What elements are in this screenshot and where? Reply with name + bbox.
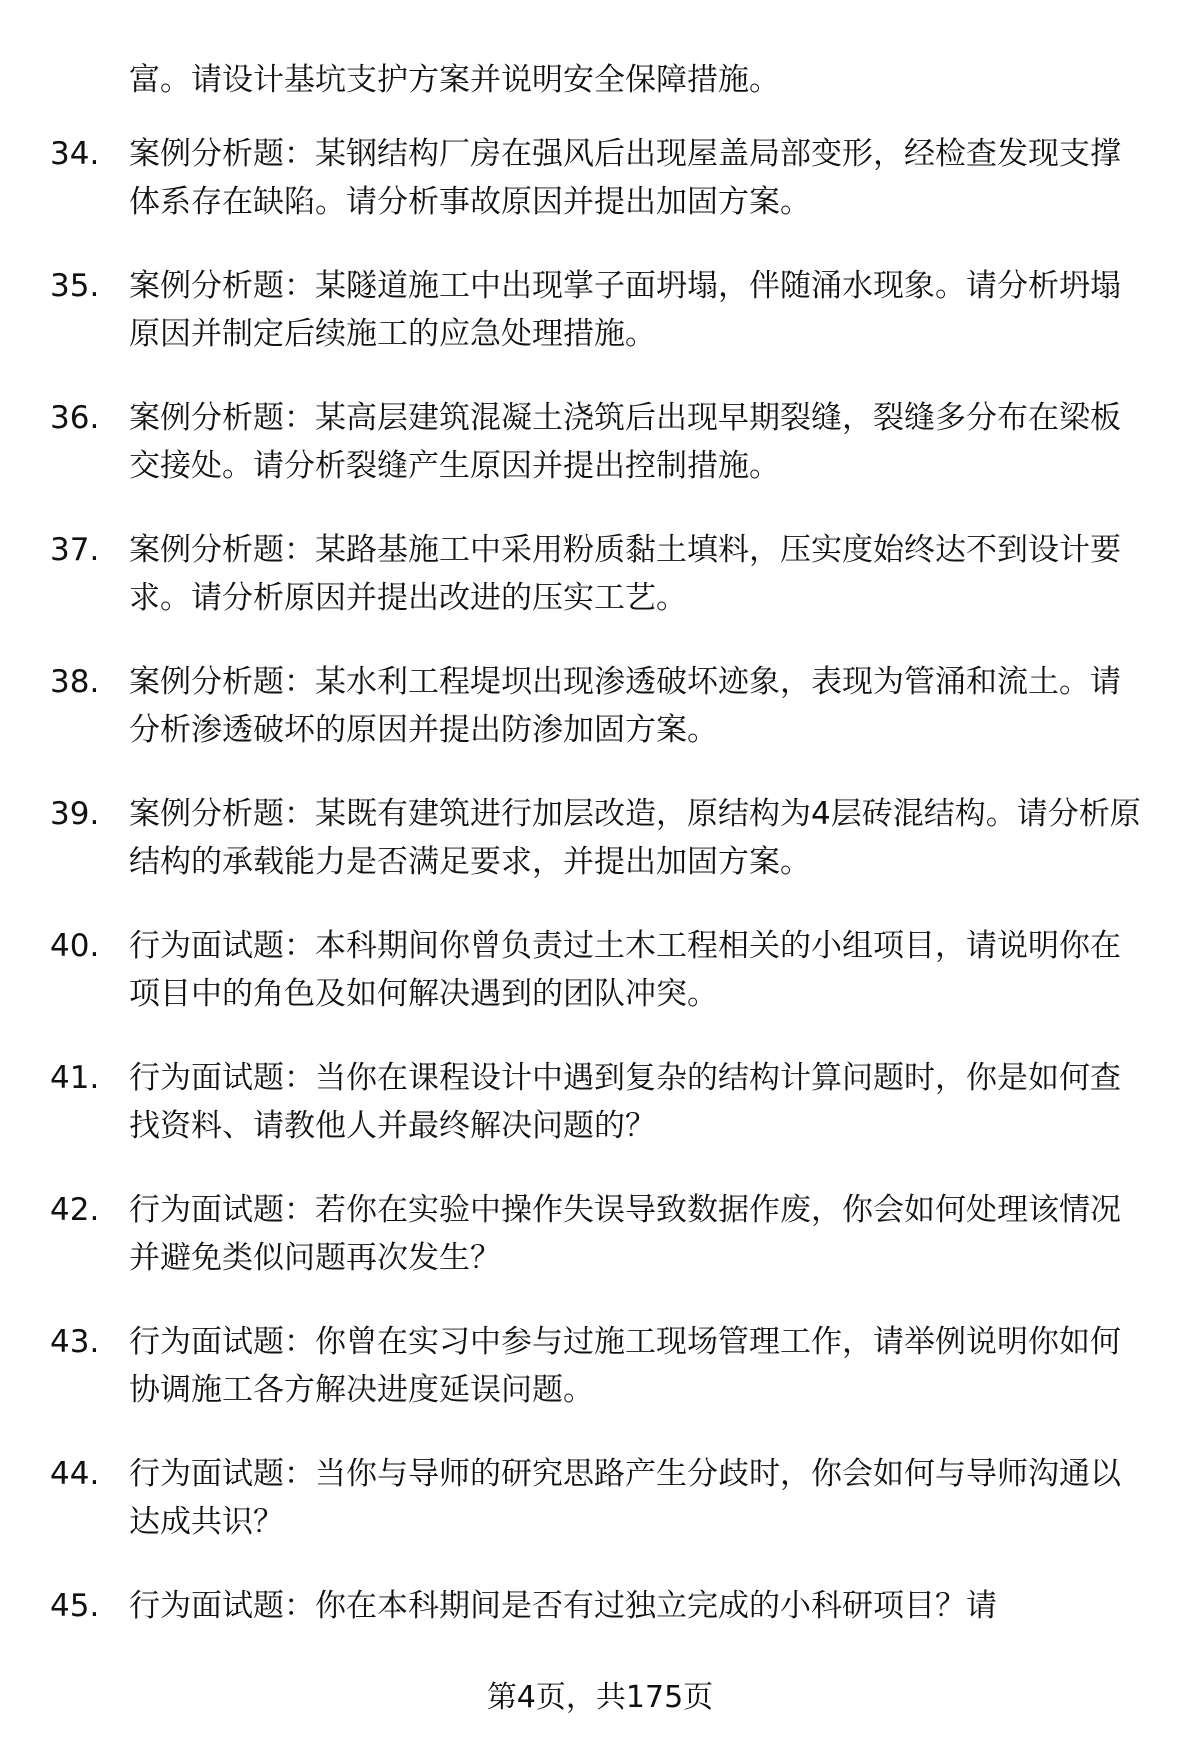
item-text: 案例分析题：某隧道施工中出现掌子面坍塌，伴随涌水现象。请分析坍塌原因并制定后续施工的应急处理措施。 [129,268,1121,352]
item-text: 行为面试题：你曾在实习中参与过施工现场管理工作，请举例说明你如何协调施工各方解决进度延误问题。 [129,1324,1121,1408]
item-number: 41. [50,1060,100,1096]
item-number: 43. [50,1324,100,1360]
item-text: 行为面试题：若你在实验中操作失误导致数据作废，你会如何处理该情况并避免类似问题再次发生？ [129,1192,1121,1276]
list-item [0,516,1200,648]
list-item [0,384,1200,516]
item-number: 40. [50,928,100,964]
page-number-footer: 第4页，共175页 [486,1680,714,1715]
item-number: 45. [50,1588,100,1624]
list-item [0,120,1200,252]
list-item [0,1440,1200,1572]
item-number: 36. [50,400,100,436]
item-text: 行为面试题：本科期间你曾负责过土木工程相关的小组项目，请说明你在项目中的角色及如何解决遇到的团队冲突。 [129,928,1121,1012]
item-text: 案例分析题：某路基施工中采用粉质黏土填料，压实度始终达不到设计要求。请分析原因并提出改进的压实工艺。 [129,532,1121,616]
list-item [0,252,1200,384]
item-text: 案例分析题：某高层建筑混凝土浇筑后出现早期裂缝，裂缝多分布在梁板交接处。请分析裂缝产生原因并提出控制措施。 [129,400,1121,484]
item-number: 39. [50,796,100,832]
item-number: 42. [50,1192,100,1228]
list-item [0,648,1200,780]
continuation-paragraph: 富。请设计基坑支护方案并说明安全保障措施。 [129,62,780,98]
list-item [0,780,1200,912]
item-text: 行为面试题：你在本科期间是否有过独立完成的小科研项目？请 [129,1588,997,1624]
question-list [0,120,1200,1704]
item-text: 案例分析题：某水利工程堤坝出现渗透破坏迹象，表现为管涌和流土。请分析渗透破坏的原因并提出防渗加固方案。 [129,664,1121,748]
item-text: 案例分析题：某既有建筑进行加层改造，原结构为4层砖混结构。请分析原结构的承载能力是否满足要求，并提出加固方案。 [129,796,1141,880]
item-number: 34. [50,136,100,172]
item-number: 38. [50,664,100,700]
list-item [0,912,1200,1044]
list-item [0,1308,1200,1440]
item-number: 44. [50,1456,100,1492]
item-number: 37. [50,532,100,568]
item-text: 案例分析题：某钢结构厂房在强风后出现屋盖局部变形，经检查发现支撑体系存在缺陷。请分析事故原因并提出加固方案。 [129,136,1121,220]
item-number: 35. [50,268,100,304]
list-item [0,1176,1200,1308]
item-text: 行为面试题：当你在课程设计中遇到复杂的结构计算问题时，你是如何查找资料、请教他人并最终解决问题的？ [129,1060,1121,1144]
list-item [0,1044,1200,1176]
item-text: 行为面试题：当你与导师的研究思路产生分歧时，你会如何与导师沟通以达成共识？ [129,1456,1121,1540]
